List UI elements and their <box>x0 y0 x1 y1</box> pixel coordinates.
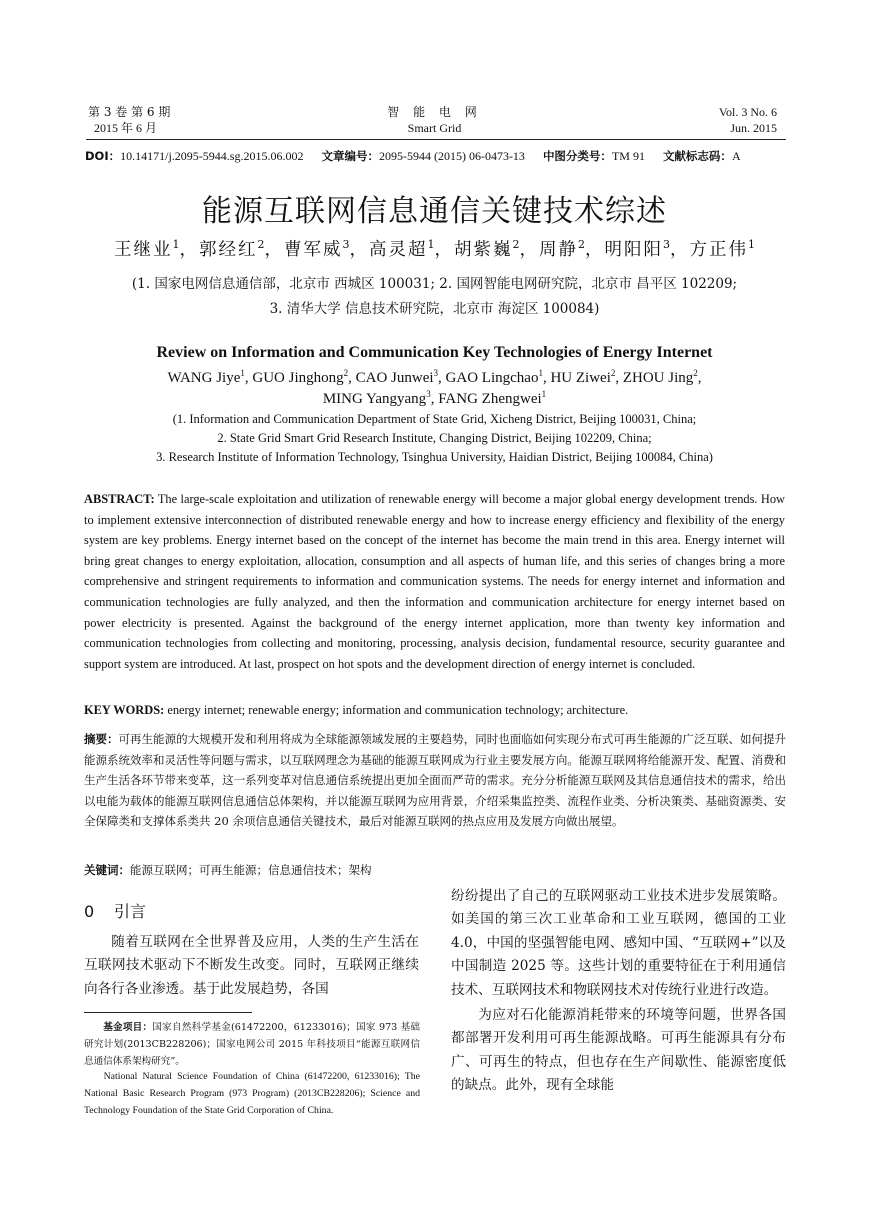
article-no-label: 文章编号： <box>321 149 379 163</box>
author-affiliation-mark: 2 <box>693 368 698 378</box>
author-list-en-line-2: MING Yangyang$^3$, FANG Zhengwei$^1$ <box>322 389 547 407</box>
footnote-en-text: National Natural Science Foundation of China (61472200, 61233016); The National Basic Research Program (973 Program) (2013CB228206); Science and Technology Foundation of the State Grid Corporation of China. <box>84 1071 420 1116</box>
journal-name-cn: 智 能 电 网 <box>387 105 482 119</box>
section-heading-introduction <box>84 899 146 922</box>
header-rule <box>86 139 786 140</box>
article-meta <box>85 148 741 164</box>
doc-code-label: 文献标志码： <box>662 149 732 163</box>
keywords-cn <box>84 862 372 878</box>
body-column-left <box>84 931 419 1001</box>
author-name: 高灵超 <box>369 240 428 260</box>
affiliation-en-line-1: (1. Information and Communication Department of State Grid, Xicheng District, Beijing 100031, China; <box>172 412 697 426</box>
footnote-funding-cn <box>84 1019 420 1070</box>
keywords-en <box>84 703 628 718</box>
date-cn: 2015 年 6 月 <box>94 121 158 135</box>
affiliation-cn-line-2: 3. 清华大学 信息技术研究院，北京市 海淀区 100084) <box>269 301 600 317</box>
author-name: HU Ziwei <box>550 370 611 386</box>
footnote-rule <box>84 1012 252 1013</box>
author-affiliation-mark: 2 <box>578 238 585 252</box>
keywords-cn-text: 能源互联网；可再生能源；信息通信技术；架构 <box>130 863 372 877</box>
author-affiliation-mark: 3 <box>433 368 439 378</box>
abstract-en <box>84 489 785 674</box>
body-column-right <box>451 885 786 1098</box>
body-paragraph: 为应对石化能源消耗带来的环境等问题，世界各国都部署开发利用可再生能源战略。可再生能源具有分布广、可再生的特点，但也存在生产间歇性、能源密度低的缺点。此外，现有全球能 <box>451 1007 786 1094</box>
footnote-funding-en <box>84 1068 420 1119</box>
author-name: 郭经红 <box>199 240 258 260</box>
author-name: 胡紫巍 <box>454 240 513 260</box>
keywords-en-text: energy internet; renewable energy; information and communication technology; architecture. <box>167 703 629 717</box>
author-list-en-line-1: WANG Jiye$^1$, GUO Jinghong$^2$, CAO Junwei$^3$, GAO Lingchao$^1$, HU Ziwei$^2$, ZHOU Jing$^2$, <box>167 368 702 386</box>
author-affiliation-mark: 2 <box>257 238 265 252</box>
affiliation-en-line-2: 2. State Grid Smart Grid Research Institute, Changing District, Beijing 102209, China; <box>217 431 652 445</box>
author-name: 明阳阳 <box>604 240 663 260</box>
journal-name-en: Smart Grid <box>407 121 462 135</box>
author-affiliation-mark: 3 <box>663 238 670 252</box>
keywords-cn-label: 关键词： <box>84 863 130 877</box>
section-title: 引言 <box>114 902 147 921</box>
footnote-cn-label: 基金项目： <box>103 1022 153 1033</box>
volume-issue-en: Vol. 3 No. 6 <box>718 105 777 119</box>
abstract-en-label: ABSTRACT: <box>84 492 155 506</box>
section-number: 0 <box>84 902 95 921</box>
running-header-right <box>719 104 777 136</box>
clc-label: 中图分类号： <box>542 149 612 163</box>
author-affiliation-mark: 1 <box>538 368 543 378</box>
doi-label: DOI： <box>85 149 121 163</box>
author-affiliation-mark: 1 <box>748 238 755 252</box>
author-list-cn: 王继业$^1$，郭经红$^2$，曹军威$^3$，高灵超$^1$，胡紫巍$^2$，周静$^2$，明阳阳$^3$，方正伟$^1$ <box>114 238 755 260</box>
author-name: GAO Lingchao <box>445 370 539 386</box>
affiliation-en-line-3: 3. Research Institute of Information Technology, Tsinghua University, Haidian District, Beijing 100084, China) <box>156 450 713 464</box>
author-name: MING Yangyang <box>322 391 427 407</box>
author-name: 曹军威 <box>284 240 343 260</box>
author-name: GUO Jinghong <box>252 370 344 386</box>
doc-code-value: A <box>731 149 741 163</box>
abstract-cn-label: 摘要： <box>84 732 119 746</box>
author-affiliation-mark: 1 <box>240 368 245 378</box>
abstract-cn <box>84 729 786 832</box>
date-en: Jun. 2015 <box>730 121 777 135</box>
author-affiliation-mark: 1 <box>541 389 547 399</box>
keywords-en-label: KEY WORDS: <box>84 703 165 717</box>
affiliation-cn-line-1: (1. 国家电网信息通信部，北京市 西城区 100031; 2. 国网智能电网研究院，北京市 昌平区 102209; <box>131 276 738 292</box>
author-affiliation-mark: 3 <box>342 238 350 252</box>
abstract-en-text: The large-scale exploitation and utilization of renewable energy will become a major global energy development trends. How to implement extensive interconnection of distributed renewable energy and how to increase energy efficiency and flexibility of the energy system are key problems. Energy internet based on the concept of the internet has become the main trend in this area. Energy internet will bring great changes to energy exploitation, allocation, consumption and all aspects of human life, and this series of changes bring a more comprehensive and stringent requirements to information and communication systems. The needs for energy internet and information and communication technologies are fully analyzed, and then the information and communication architecture for energy internet based on power electricity is presented. Against the background of the energy internet application, more than twenty key information and communication technologies from collecting and monitoring, processing, analysis decision, fundamental resource, security guarantee and support system are introduced. At last, prospect on hot spots and the development direction of energy internet is concluded. <box>84 492 785 671</box>
author-name: WANG Jiye <box>167 370 241 386</box>
volume-issue-cn: 第 3 卷 第 6 期 <box>88 105 171 119</box>
author-affiliation-mark: 1 <box>172 238 180 252</box>
paper-title-cn: 能源互联网信息通信关键技术综述 <box>202 194 667 229</box>
clc-value: TM 91 <box>611 149 645 163</box>
author-name: 方正伟 <box>689 240 748 260</box>
body-paragraph: 纷纷提出了自己的互联网驱动工业技术进步发展策略。如美国的第三次工业革命和工业互联网，德国的工业 4.0，中国的坚强智能电网、感知中国、“互联网+”以及中国制造 2025 等。这些计划的重要特征在于利用通信技术、互联网技术和物联网技术对传统行业进行改造。 <box>451 888 786 998</box>
author-affiliation-mark: 1 <box>427 238 435 252</box>
body-paragraph: 随着互联网在全世界普及应用，人类的生产生活在互联网技术驱动下不断发生改变。同时，互联网正继续向各行各业渗透。基于此发展趋势，各国 <box>84 934 419 997</box>
author-affiliation-mark: 3 <box>426 389 431 399</box>
paper-title-en: Review on Information and Communication Key Technologies of Energy Internet <box>156 344 713 361</box>
author-name: ZHOU Jing <box>622 370 694 386</box>
author-name: CAO Junwei <box>355 370 434 386</box>
author-affiliation-mark: 2 <box>343 368 349 378</box>
author-name: 王继业 <box>114 240 173 260</box>
author-name: 周静 <box>539 240 578 260</box>
footnote-cn-text: 国家自然科学基金(61472200，61233016)；国家 973 基础研究计划(2013CB228206)；国家电网公司 2015 年科技项目“能源互联网信息通信体系架构研究”。 <box>84 1022 420 1067</box>
article-no-value: 2095-5944 (2015) 06-0473-13 <box>378 149 525 163</box>
abstract-cn-text: 可再生能源的大规模开发和利用将成为全球能源领域发展的主要趋势，同时也面临如何实现分布式可再生能源的广泛互联、如何提升能源系统效率和灵活性等问题与需求，以互联网理念为基础的能源互联网成为行业主要发展方向。能源互联网将给能源开发、配置、消费和生产生活各环节带来变革，这一系列变革对信息通信系统提出更加全面而严苛的需求。充分分析能源互联网及其信息通信技术的需求，给出以电能为载体的能源互联网信息通信总体架构，并以能源互联网为应用背景，介绍采集监控类、流程作业类、分析决策类、基础资源类、安全保障类和支撑体系类共 20 余项信息通信关键技术，最后对能源互联网的热点应用及发展方向做出展望。 <box>84 732 786 829</box>
author-affiliation-mark: 2 <box>512 238 520 252</box>
author-affiliation-mark: 2 <box>610 368 616 378</box>
doi-value[interactable]: 10.14171/j.2095-5944.sg.2015.06.002 <box>120 149 304 163</box>
author-name: FANG Zhengwei <box>438 391 542 407</box>
